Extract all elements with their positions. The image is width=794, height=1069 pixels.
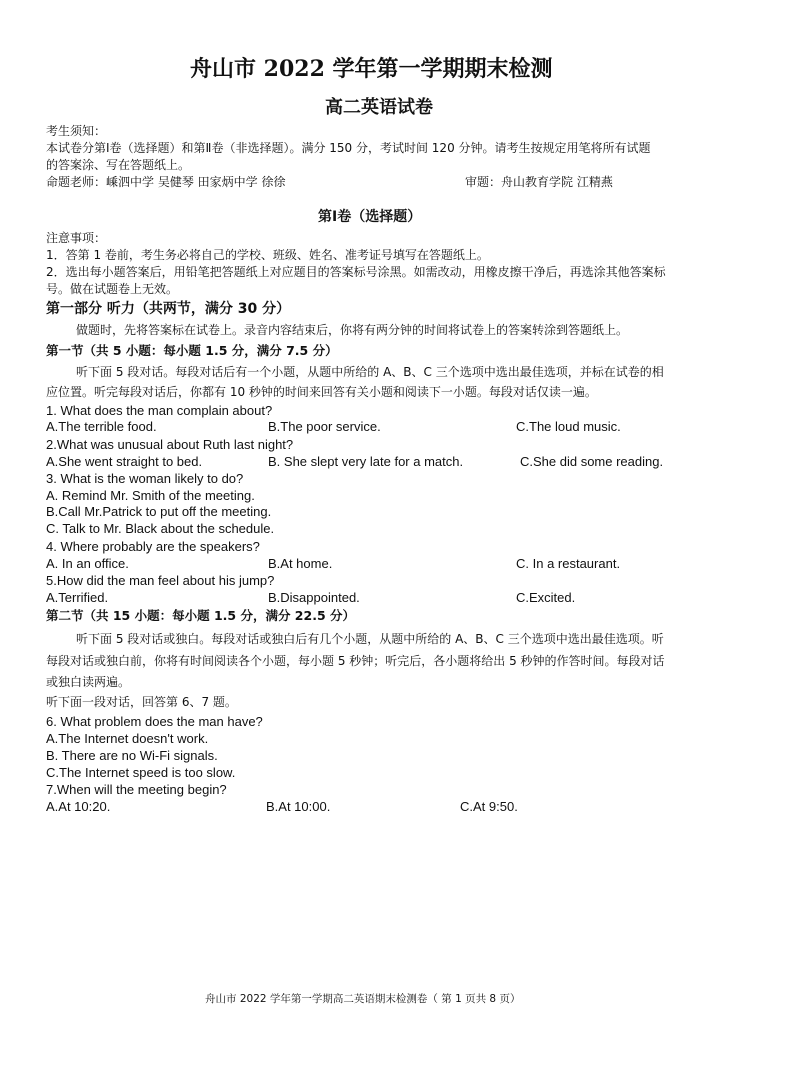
option-c: C. In a restaurant.: [516, 556, 621, 571]
notice-line: 本试卷分第Ⅰ卷（选择题）和第Ⅱ卷（非选择题）。满分 150 分，考试时间 120 分钟。请考生按规定用笔将所有试题: [46, 141, 651, 155]
option-a: A.At 10:20.: [46, 799, 111, 814]
option-a: A. In an office.: [46, 556, 129, 571]
option-c: C.The Internet speed is too slow.: [46, 765, 236, 780]
listening-heading: 第一部分 听力（共两节，满分 30 分）: [46, 301, 291, 317]
option-b: B. She slept very late for a match.: [268, 454, 464, 469]
part-title: 第Ⅰ卷（选择题）: [318, 209, 422, 225]
notice-heading: 考生须知：: [46, 124, 107, 138]
option-b: B.The poor service.: [268, 419, 381, 434]
exam-title: 舟山市 2022 学年第一学期期末检测: [190, 56, 553, 82]
option-b: B. There are no Wi-Fi signals.: [46, 748, 218, 763]
question-stem: 4. Where probably are the speakers?: [46, 539, 260, 554]
option-c: C.She did some reading.: [520, 454, 664, 469]
reviewer-line: 审题：舟山教育学院 江精燕: [465, 175, 613, 189]
option-b: B.Disappointed.: [268, 590, 360, 605]
question-stem: 2.What was unusual about Ruth last night?: [46, 437, 294, 452]
option-a: A.The Internet doesn't work.: [46, 731, 209, 746]
attention-item: 2．选出每小题答案后，用铅笔把答题纸上对应题目的答案标号涂黑。如需改动，用橡皮擦干净后，再选涂其他答案标: [46, 265, 666, 279]
question-stem: 7.When will the meeting begin?: [46, 782, 227, 797]
option-a: A.She went straight to bed.: [46, 454, 203, 469]
question-stem: 5.How did the man feel about his jump?: [46, 573, 275, 588]
listening-intro: 做题时，先将答案标在试卷上。录音内容结束后，你将有两分钟的时间将试卷上的答案转涂到答题纸上。: [76, 323, 629, 337]
section1-intro: 应位置。听完每段对话后，你都有 10 秒钟的时间来回答有关小题和阅读下一小题。每段对话仅读一遍。: [46, 385, 597, 399]
section2-heading: 第二节（共 15 小题：每小题 1.5 分，满分 22.5 分）: [46, 608, 355, 623]
option-c: C. Talk to Mr. Black about the schedule.: [46, 521, 275, 536]
section1-intro: 听下面 5 段对话。每段对话后有一个小题，从题中所给的 A、B、C 三个选项中选出最佳选项，并标在试卷的相: [76, 365, 664, 379]
attention-heading: 注意事项：: [46, 231, 107, 245]
section2-intro: 或独白读两遍。: [46, 675, 131, 689]
option-b: B.Call Mr.Patrick to put off the meeting.: [46, 504, 272, 519]
question-stem: 3. What is the woman likely to do?: [46, 471, 244, 486]
option-c: C.The loud music.: [516, 419, 621, 434]
notice-line: 的答案涂、写在答题纸上。: [46, 158, 191, 172]
option-b: B.At home.: [268, 556, 333, 571]
section2-intro: 每段对话或独白前，你将有时间阅读各个小题，每小题 5 秒钟；听完后，各小题将给出 5 秒钟的作答时间。每段对话: [46, 654, 665, 668]
section2-intro: 听下面 5 段对话或独白。每段对话或独白后有几个小题，从题中所给的 A、B、C 三个选项中选出最佳选项。听: [76, 632, 664, 646]
option-c: C.Excited.: [516, 590, 576, 605]
attention-item: 1．答第 1 卷前，考生务必将自己的学校、班级、姓名、准考证号填写在答题纸上。: [46, 248, 489, 262]
option-c: C.At 9:50.: [460, 799, 518, 814]
attention-item: 号。做在试题卷上无效。: [46, 282, 179, 296]
page-footer: 舟山市 2022 学年第一学期高二英语期末检测卷（ 第 1 页共 8 页）: [205, 993, 521, 1005]
question-stem: 6. What problem does the man have?: [46, 714, 263, 729]
option-a: A.Terrified.: [46, 590, 109, 605]
authors-line: 命题老师：嵊泗中学 吴健琴 田家炳中学 徐徐: [46, 175, 286, 189]
option-a: A. Remind Mr. Smith of the meeting.: [46, 488, 255, 503]
section2-cue: 听下面一段对话，回答第 6、7 题。: [46, 695, 237, 709]
section1-heading: 第一节（共 5 小题：每小题 1.5 分，满分 7.5 分）: [46, 343, 338, 358]
option-a: A.The terrible food.: [46, 419, 157, 434]
question-stem: 1. What does the man complain about?: [46, 403, 273, 418]
option-b: B.At 10:00.: [266, 799, 331, 814]
exam-subtitle: 高二英语试卷: [325, 97, 433, 118]
